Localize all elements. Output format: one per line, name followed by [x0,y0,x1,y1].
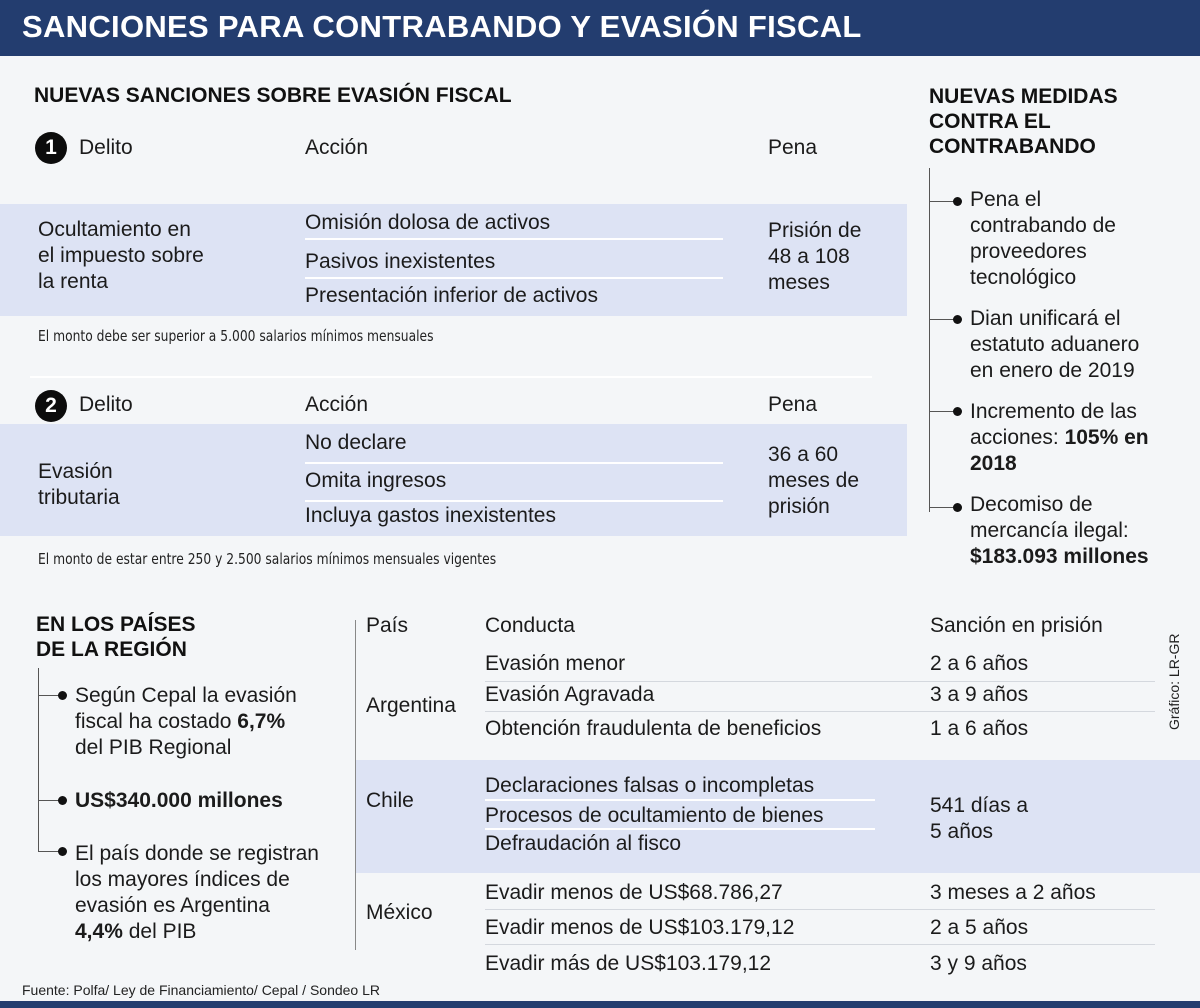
contrabando-item-text: acciones: [970,426,1065,449]
region-heading-line: EN LOS PAÍSES [36,613,196,636]
crime-2-delito-line: tributaria [38,486,120,509]
region-item-1 [75,683,297,761]
contrabando-item-highlight: 2018 [970,452,1017,475]
contrabando-item-2 [970,306,1139,384]
bullet-dot-icon [953,197,962,206]
conducta-cell: Evadir más de US$103.179,12 [485,952,772,975]
crime-2-delito [38,459,120,511]
contrabando-item-line: Decomiso de [970,493,1093,516]
crime-2-pena-line: prisión [768,495,830,518]
conducta-cell: Evasión Agravada [485,683,655,706]
crime-1-accion-1: Omisión dolosa de activos [305,211,551,234]
region-item-line [75,709,297,735]
bullet-dot-icon [58,691,67,700]
crime-2-accion-2: Omita ingresos [305,469,447,492]
contrabando-item-line: contrabando de [970,214,1116,237]
country-col-sancion: Sanción en prisión [930,614,1103,637]
crime-2-number-badge: 2 [35,390,67,422]
region-item-line: evasión es Argentina [75,894,270,917]
crime-2-pena-line: 36 a 60 [768,443,839,466]
sancion-cell: 3 a 9 años [930,683,1029,706]
contrabando-heading-line: CONTRABANDO [929,135,1096,158]
region-item-highlight: 6,7% [237,710,286,733]
contrabando-item-4 [970,492,1149,570]
row-divider [485,828,875,830]
sancion-cell: 2 a 6 años [930,652,1029,675]
sancion-cell: 3 y 9 años [930,952,1027,975]
crime-2-pena-line: meses de [768,469,860,492]
contrabando-connector [929,201,955,202]
contrabando-item-line: Pena el [970,188,1042,211]
country-name: Argentina [366,694,456,717]
sancion-cell: 1 a 6 años [930,717,1029,740]
crime-1-delito-line: el impuesto sobre [38,244,204,267]
crime-1-accion-2: Pasivos inexistentes [305,250,496,273]
row-divider [485,909,1155,910]
crime-1-divider [305,277,723,279]
region-item-line: El país donde se registran [75,842,319,865]
crime-2-col-pena: Pena [768,393,818,416]
region-item-line: Según Cepal la evasión [75,684,297,707]
region-item-line: los mayores índices de [75,868,290,891]
crime-1-note: El monto debe ser superior a 5.000 salarios mínimos mensuales [38,327,434,345]
contrabando-heading [929,84,1118,159]
region-item-line: del PIB Regional [75,736,232,759]
conducta-cell: Procesos de ocultamiento de bienes [485,804,824,827]
contrabando-item-line [970,425,1149,451]
crime-1-divider [305,238,723,240]
crime-1-col-pena: Pena [768,136,818,159]
crime-1-pena-line: meses [768,271,830,294]
region-connector [38,800,60,801]
country-name: México [366,901,433,924]
contrabando-item-line: tecnológico [970,266,1077,289]
graphic-credit: Gráfico: LR-GR [1166,633,1182,730]
contrabando-connector [929,507,955,508]
contrabando-item-line: estatuto aduanero [970,333,1140,356]
region-heading [36,612,195,662]
sancion-cell [930,793,1028,845]
row-divider [485,944,1155,945]
crime-1-pena-line: 48 a 108 [768,245,850,268]
region-heading-line: DE LA REGIÓN [36,638,187,661]
bullet-dot-icon [953,503,962,512]
bullet-dot-icon [58,796,67,805]
conducta-cell: Evasión menor [485,652,626,675]
country-col-pais: País [366,614,409,637]
region-item-highlight: 4,4% [75,920,123,943]
row-divider [485,711,1155,712]
conducta-cell: Evadir menos de US$103.179,12 [485,916,795,939]
contrabando-timeline [929,168,930,512]
conducta-cell: Defraudación al fisco [485,832,682,855]
sancion-line: 541 días a [930,794,1029,817]
bullet-dot-icon [58,847,67,856]
contrabando-item-1 [970,187,1116,291]
contrabando-item-3 [970,399,1149,477]
source-note: Fuente: Polfa/ Ley de Financiamiento/ Cepal / Sondeo LR [22,982,380,998]
region-item-text: del PIB [122,920,197,943]
contrabando-heading-line: CONTRA EL [929,110,1051,133]
section-separator [30,376,872,378]
region-item-2: US$340.000 millones [75,789,283,812]
contrabando-item-line: mercancía ilegal: [970,519,1129,542]
region-connector [38,851,60,852]
contrabando-item-highlight: 105% en [1064,426,1149,449]
crime-1-accion-3: Presentación inferior de activos [305,284,598,307]
crime-2-divider [305,500,723,502]
contrabando-item-highlight: $183.093 millones [970,545,1149,568]
contrabando-item-line: proveedores [970,240,1087,263]
crime-1-delito [38,217,204,295]
contrabando-heading-line: NUEVAS MEDIDAS [929,85,1118,108]
evasion-heading: NUEVAS SANCIONES SOBRE EVASIÓN FISCAL [34,84,512,107]
region-connector [38,695,60,696]
crime-2-accion-1: No declare [305,431,407,454]
crime-2-note: El monto de estar entre 250 y 2.500 salarios mínimos mensuales vigentes [38,550,497,568]
contrabando-item-line: Incremento de las [970,400,1137,423]
country-col-conducta: Conducta [485,614,575,637]
sancion-line: 5 años [930,820,994,843]
bullet-dot-icon [953,315,962,324]
crime-2-accion-3: Incluya gastos inexistentes [305,504,556,527]
region-item-line [75,919,319,945]
crime-1-delito-line: la renta [38,270,109,293]
sancion-cell: 2 a 5 años [930,916,1029,939]
region-item-text: fiscal ha costado [75,710,238,733]
crime-2-col-delito: Delito [79,393,133,416]
crime-1-pena-line: Prisión de [768,219,862,242]
sancion-cell: 3 meses a 2 años [930,881,1096,904]
country-name: Chile [366,789,414,812]
crime-1-col-accion: Acción [305,136,369,159]
crime-2-divider [305,462,723,464]
crime-1-col-delito: Delito [79,136,133,159]
region-item-3 [75,841,319,945]
conducta-cell: Obtención fraudulenta de beneficios [485,717,822,740]
contrabando-connector [929,319,955,320]
bullet-dot-icon [953,407,962,416]
crime-1-number-badge: 1 [35,132,67,164]
conducta-cell: Declaraciones falsas o incompletas [485,774,815,797]
crime-2-pena [768,442,859,520]
contrabando-item-line: en enero de 2019 [970,359,1135,382]
row-divider [485,799,875,801]
contrabando-item-line: Dian unificará el [970,307,1121,330]
crime-2-delito-line: Evasión [38,460,113,483]
crime-1-delito-line: Ocultamiento en [38,218,191,241]
conducta-cell: Evadir menos de US$68.786,27 [485,881,783,904]
crime-2-col-accion: Acción [305,393,369,416]
crime-1-pena [768,218,861,296]
bottom-bar [0,1001,1200,1008]
page-title: SANCIONES PARA CONTRABANDO Y EVASIÓN FISCAL [22,9,862,44]
contrabando-connector [929,411,955,412]
